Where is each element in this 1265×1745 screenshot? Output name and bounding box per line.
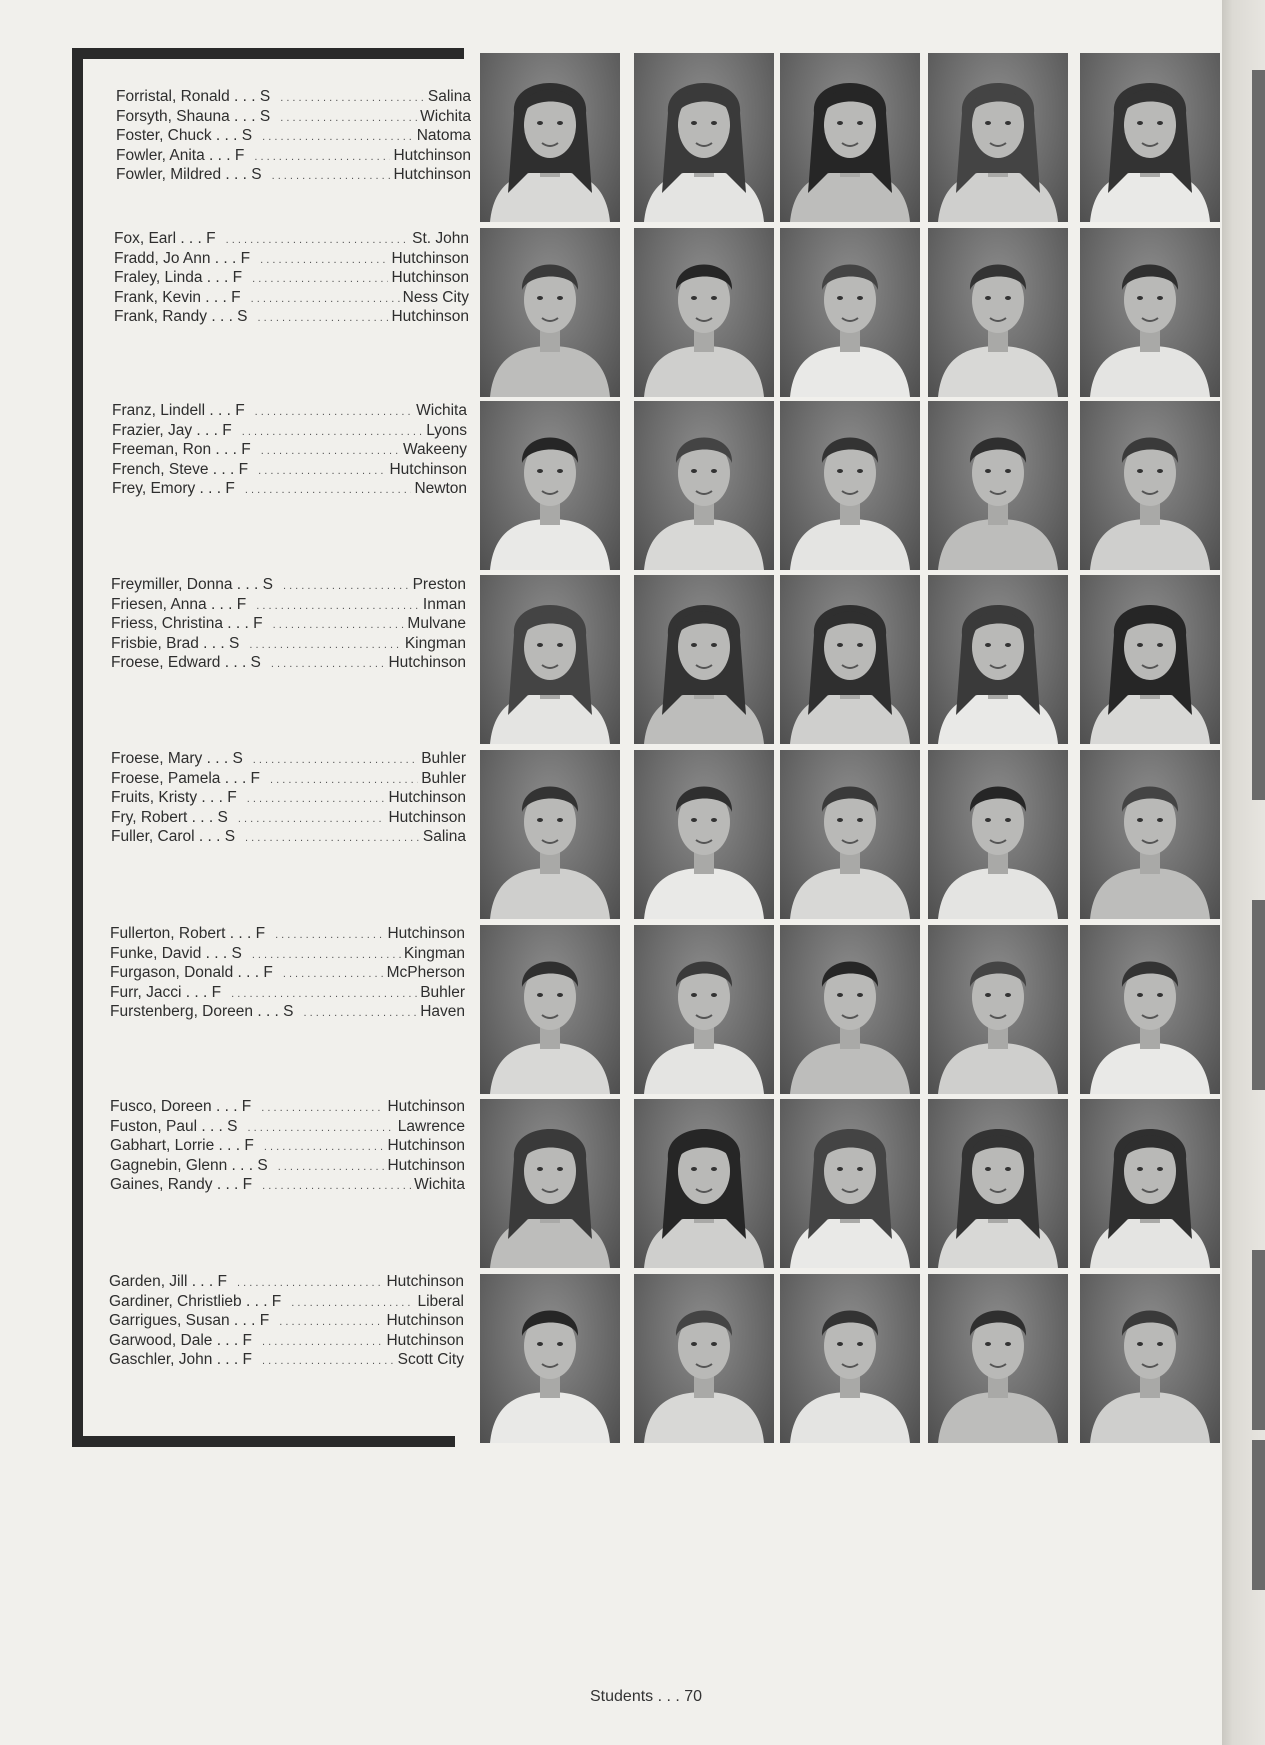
leader-dots: [279, 1312, 383, 1332]
leader-dots: [251, 289, 400, 309]
frame-border-bottom: [72, 1436, 455, 1447]
student-name: Fuller, Carol . . . S: [111, 828, 236, 846]
student-name: Fox, Earl . . . F: [114, 230, 216, 247]
student-entry: [109, 1332, 464, 1352]
hometown: Hutchinson: [388, 654, 466, 672]
leader-dots: [270, 770, 418, 790]
hometown: Hutchinson: [388, 808, 466, 826]
student-portrait: [634, 750, 774, 919]
leader-dots: [249, 635, 401, 655]
student-entry: [110, 945, 465, 965]
student-entry: [110, 984, 465, 1004]
student-name: Fullerton, Robert . . . F: [110, 925, 266, 942]
hometown: Buhler: [421, 750, 466, 767]
student-entry: [112, 441, 467, 461]
photo-row: [480, 1274, 1218, 1443]
student-portrait: [780, 228, 920, 397]
leader-dots: [258, 461, 386, 481]
student-portrait: [480, 228, 620, 397]
student-name: Garwood, Dale . . . F: [109, 1331, 252, 1349]
student-entry: [111, 750, 466, 770]
next-page-photo-strip: [1252, 900, 1265, 1090]
photo-row: [480, 53, 1218, 222]
student-portrait: [634, 228, 774, 397]
student-name: Gaines, Randy . . . F: [110, 1176, 253, 1194]
leader-dots: [245, 480, 412, 500]
student-name: Fowler, Mildred . . . S: [116, 166, 262, 184]
student-portrait: [634, 925, 774, 1094]
hometown: Hutchinson: [393, 146, 471, 164]
name-group: [114, 230, 469, 328]
hometown: Mulvane: [407, 615, 466, 633]
next-page-photo-strip: [1252, 1250, 1265, 1430]
student-portrait: [480, 925, 620, 1094]
student-name: Frey, Emory . . . F: [112, 480, 235, 498]
leader-dots: [304, 1003, 418, 1023]
student-portrait: [780, 401, 920, 570]
photo-row: [480, 1099, 1218, 1268]
hometown: Hutchinson: [393, 166, 471, 184]
next-page-photo-strip: [1252, 1440, 1265, 1590]
leader-dots: [237, 1273, 383, 1293]
leader-dots: [262, 127, 414, 147]
student-entry: [114, 269, 469, 289]
leader-dots: [242, 422, 423, 442]
student-name: Froese, Mary . . . S: [111, 750, 243, 767]
student-portrait: [780, 750, 920, 919]
student-portrait: [1080, 925, 1220, 1094]
student-entry: [110, 1157, 465, 1177]
hometown: Hutchinson: [391, 249, 469, 267]
student-entry: [110, 1118, 465, 1138]
student-name: Gagnebin, Glenn . . . S: [110, 1156, 268, 1174]
student-entry: [110, 1176, 465, 1196]
student-entry: [111, 596, 466, 616]
student-portrait: [480, 1099, 620, 1268]
leader-dots: [273, 615, 405, 635]
student-portrait: [928, 750, 1068, 919]
hometown: McPherson: [386, 964, 465, 982]
student-name: Froese, Edward . . . S: [111, 654, 261, 672]
student-name: Freymiller, Donna . . . S: [111, 576, 273, 593]
hometown: St. John: [412, 230, 469, 247]
student-portrait: [480, 575, 620, 744]
student-portrait: [928, 228, 1068, 397]
leader-dots: [238, 809, 386, 829]
student-portrait: [1080, 401, 1220, 570]
student-name: Fraley, Linda . . . F: [114, 269, 243, 287]
student-entry: [116, 108, 471, 128]
student-entry: [111, 770, 466, 790]
leader-dots: [258, 308, 389, 328]
student-name: Gardiner, Christlieb . . . F: [109, 1292, 282, 1310]
student-portrait: [928, 1099, 1068, 1268]
student-name: Foster, Chuck . . . S: [116, 127, 253, 145]
student-entry: [114, 250, 469, 270]
photo-row: [480, 575, 1218, 744]
leader-dots: [252, 945, 401, 965]
student-name: Garrigues, Susan . . . F: [109, 1312, 270, 1330]
hometown: Liberal: [417, 1292, 464, 1310]
hometown: Buhler: [420, 983, 465, 1001]
student-portrait: [1080, 1274, 1220, 1443]
student-portrait: [1080, 750, 1220, 919]
leader-dots: [283, 576, 410, 596]
student-entry: [111, 635, 466, 655]
next-page-photo-strip: [1252, 70, 1265, 800]
student-portrait: [634, 53, 774, 222]
student-name: Furr, Jacci . . . F: [110, 983, 222, 1001]
student-portrait: [1080, 1099, 1220, 1268]
student-entry: [111, 809, 466, 829]
leader-dots: [262, 1176, 411, 1196]
student-portrait: [1080, 53, 1220, 222]
student-name: Fusco, Doreen . . . F: [110, 1098, 252, 1115]
hometown: Inman: [422, 595, 466, 613]
student-name: Forristal, Ronald . . . S: [116, 88, 271, 105]
student-name: Frisbie, Brad . . . S: [111, 634, 240, 652]
student-name: Frazier, Jay . . . F: [112, 421, 232, 439]
student-name: Freeman, Ron . . . F: [112, 441, 251, 459]
leader-dots: [291, 1293, 414, 1313]
name-group: [112, 402, 467, 500]
leader-dots: [256, 596, 420, 616]
hometown: Buhler: [421, 769, 466, 787]
hometown: Hutchinson: [391, 269, 469, 287]
leader-dots: [252, 269, 388, 289]
student-name: French, Steve . . . F: [112, 460, 249, 478]
leader-dots: [278, 1157, 385, 1177]
leader-dots: [231, 984, 417, 1004]
photo-row: [480, 401, 1218, 570]
hometown: Scott City: [397, 1351, 464, 1369]
student-portrait: [928, 925, 1068, 1094]
hometown: Kingman: [403, 944, 465, 962]
student-entry: [111, 576, 466, 596]
leader-dots: [272, 166, 391, 186]
hometown: Wichita: [416, 402, 467, 419]
hometown: Hutchinson: [387, 1156, 465, 1174]
student-name: Frank, Kevin . . . F: [114, 288, 241, 306]
hometown: Lawrence: [397, 1117, 465, 1135]
student-entry: [110, 925, 465, 945]
next-page-edge: [1222, 0, 1265, 1745]
student-entry: [114, 230, 469, 250]
student-name: Fowler, Anita . . . F: [116, 146, 245, 164]
student-portrait: [1080, 228, 1220, 397]
leader-dots: [283, 964, 384, 984]
student-name: Fruits, Kristy . . . F: [111, 789, 237, 807]
hometown: Wichita: [420, 107, 471, 125]
leader-dots: [254, 147, 390, 167]
student-entry: [116, 147, 471, 167]
hometown: Newton: [414, 480, 467, 498]
hometown: Hutchinson: [391, 308, 469, 326]
photo-row: [480, 228, 1218, 397]
student-entry: [112, 461, 467, 481]
student-name: Fuston, Paul . . . S: [110, 1117, 238, 1135]
student-name: Funke, David . . . S: [110, 944, 242, 962]
page-footer: Students . . . 70: [590, 1688, 703, 1705]
leader-dots: [260, 250, 388, 270]
leader-dots: [280, 108, 417, 128]
photo-row: [480, 750, 1218, 919]
hometown: Hutchinson: [389, 460, 467, 478]
leader-dots: [261, 441, 400, 461]
student-portrait: [928, 53, 1068, 222]
hometown: Salina: [422, 828, 466, 846]
leader-dots: [262, 1351, 395, 1371]
name-group: [111, 750, 466, 848]
hometown: Natoma: [416, 127, 471, 145]
student-portrait: [1080, 575, 1220, 744]
student-name: Friess, Christina . . . F: [111, 615, 263, 633]
student-entry: [109, 1312, 464, 1332]
student-entry: [110, 1098, 465, 1118]
student-entry: [116, 127, 471, 147]
leader-dots: [247, 789, 386, 809]
student-entry: [111, 789, 466, 809]
hometown: Lyons: [426, 421, 467, 439]
hometown: Hutchinson: [387, 1137, 465, 1155]
student-name: Fry, Robert . . . S: [111, 808, 228, 826]
student-name: Frank, Randy . . . S: [114, 308, 248, 326]
student-entry: [116, 88, 471, 108]
student-entry: [112, 422, 467, 442]
student-portrait: [480, 1274, 620, 1443]
student-entry: [116, 166, 471, 186]
hometown: Hutchinson: [386, 1312, 464, 1330]
name-group: [116, 88, 471, 186]
student-portrait: [780, 1099, 920, 1268]
student-portrait: [928, 575, 1068, 744]
student-name: Gaschler, John . . . F: [109, 1351, 253, 1369]
student-name: Gabhart, Lorrie . . . F: [110, 1137, 254, 1155]
frame-border-top: [80, 48, 464, 59]
leader-dots: [264, 1137, 385, 1157]
student-name: Fradd, Jo Ann . . . F: [114, 249, 251, 267]
student-name: Furgason, Donald . . . F: [110, 964, 273, 982]
student-name: Franz, Lindell . . . F: [112, 402, 245, 419]
student-portrait: [928, 1274, 1068, 1443]
hometown: Hutchinson: [386, 1273, 464, 1290]
hometown: Hutchinson: [387, 925, 465, 942]
student-name: Forsyth, Shauna . . . S: [116, 107, 271, 125]
hometown: Wakeeny: [402, 441, 467, 459]
student-entry: [114, 308, 469, 328]
student-entry: [112, 480, 467, 500]
leader-dots: [280, 88, 425, 108]
student-name: Friesen, Anna . . . F: [111, 595, 247, 613]
student-entry: [111, 615, 466, 635]
student-portrait: [634, 401, 774, 570]
student-entry: [109, 1293, 464, 1313]
hometown: Kingman: [404, 634, 466, 652]
student-entry: [110, 964, 465, 984]
student-entry: [110, 1003, 465, 1023]
leader-dots: [253, 750, 418, 770]
name-group: [110, 1098, 465, 1196]
leader-dots: [262, 1332, 383, 1352]
hometown: Hutchinson: [387, 1098, 465, 1115]
student-portrait: [928, 401, 1068, 570]
hometown: Wichita: [414, 1176, 465, 1194]
student-entry: [110, 1137, 465, 1157]
student-portrait: [780, 925, 920, 1094]
student-portrait: [480, 401, 620, 570]
student-entry: [109, 1273, 464, 1293]
student-name: Furstenberg, Doreen . . . S: [110, 1003, 294, 1021]
student-entry: [111, 828, 466, 848]
leader-dots: [248, 1118, 395, 1138]
leader-dots: [255, 402, 414, 422]
hometown: Hutchinson: [386, 1331, 464, 1349]
student-entry: [112, 402, 467, 422]
hometown: Salina: [427, 88, 471, 105]
student-portrait: [480, 750, 620, 919]
leader-dots: [261, 1098, 384, 1118]
student-entry: [109, 1351, 464, 1371]
leader-dots: [226, 230, 409, 250]
hometown: Preston: [412, 576, 466, 593]
student-portrait: [634, 1099, 774, 1268]
student-portrait: [480, 53, 620, 222]
hometown: Ness City: [402, 288, 469, 306]
name-group: [111, 576, 466, 674]
frame-border-left: [72, 48, 83, 1447]
student-portrait: [634, 575, 774, 744]
leader-dots: [271, 654, 386, 674]
hometown: Haven: [420, 1003, 465, 1021]
leader-dots: [275, 925, 384, 945]
student-entry: [114, 289, 469, 309]
hometown: Hutchinson: [388, 789, 466, 807]
student-name: Froese, Pamela . . . F: [111, 769, 261, 787]
student-portrait: [634, 1274, 774, 1443]
student-name: Garden, Jill . . . F: [109, 1273, 228, 1290]
photo-row: [480, 925, 1218, 1094]
student-entry: [111, 654, 466, 674]
name-group: [110, 925, 465, 1023]
student-portrait: [780, 1274, 920, 1443]
name-group: [109, 1273, 464, 1371]
student-portrait: [780, 53, 920, 222]
leader-dots: [245, 828, 420, 848]
student-portrait: [780, 575, 920, 744]
